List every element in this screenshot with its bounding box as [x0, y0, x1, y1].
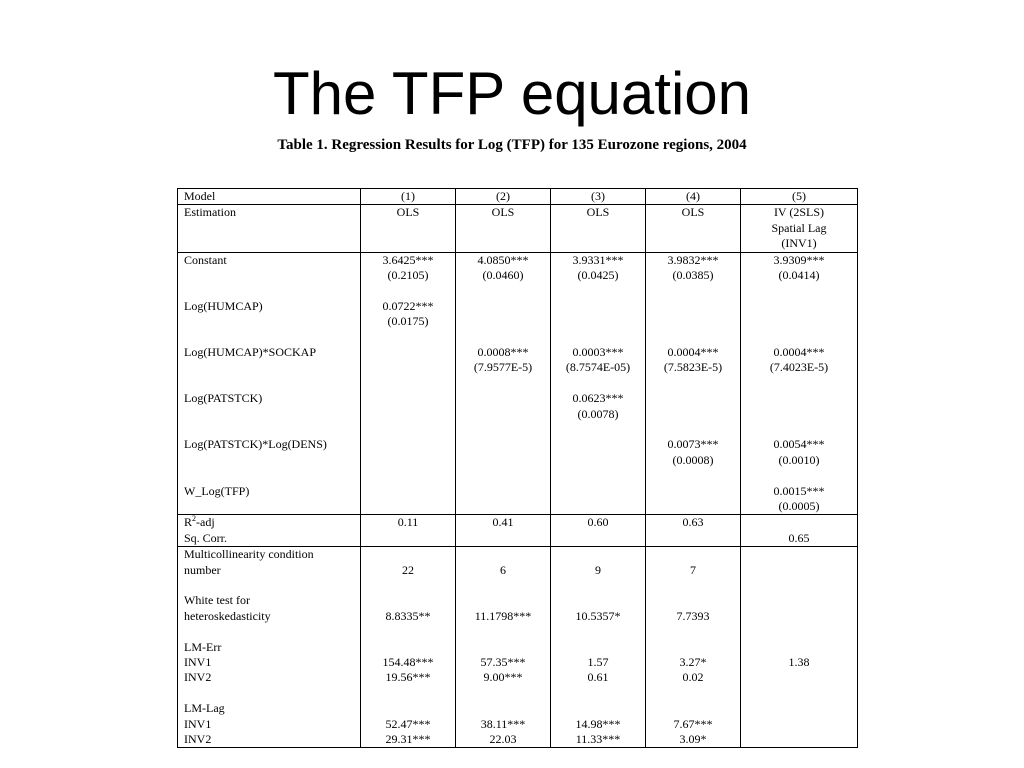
standard-error — [458, 407, 548, 422]
standard-error — [553, 453, 643, 468]
variable-label: W_Log(TFP) — [184, 483, 250, 498]
estimation-cell — [741, 205, 858, 252]
r2-suffix: -adj — [196, 515, 215, 530]
blank-line — [553, 283, 643, 298]
lm-lag-inv1-value: 7.67*** — [673, 716, 713, 731]
r2-value: 0.41 — [492, 515, 514, 530]
sq-corr-value: 0.65 — [788, 530, 810, 545]
fit-cell — [741, 515, 858, 547]
lm-err-inv2-value: 19.56*** — [385, 670, 431, 685]
blank-line — [184, 686, 354, 701]
blank-line — [363, 686, 453, 701]
coefficient-value — [553, 299, 643, 314]
variable-label: Log(PATSTCK) — [184, 391, 263, 406]
condition-number: 6 — [500, 562, 506, 577]
coefficient-value — [458, 391, 548, 406]
lm-err-inv2-value: 0.02 — [682, 670, 704, 685]
blank-line — [553, 578, 643, 593]
lm-lag-inv2-value: 11.33*** — [575, 731, 621, 746]
blank-line — [743, 640, 855, 655]
blank-line — [743, 701, 855, 716]
standard-error — [458, 314, 548, 329]
row-label: Estimation — [184, 205, 236, 220]
coefficient-value: 0.0008*** — [477, 345, 529, 359]
coefficient-value — [553, 437, 643, 452]
lm-lag-inv2-value: 22.03 — [489, 731, 517, 746]
blank-line — [184, 376, 354, 391]
coefficient-value: 3.9832*** — [667, 252, 719, 267]
diag-label: INV2 — [184, 732, 212, 747]
standard-error — [553, 499, 643, 514]
standard-error — [743, 314, 855, 329]
lm-err-inv1-value: 3.27* — [679, 654, 707, 669]
lm-lag-inv1-value: 14.98*** — [575, 716, 621, 731]
diagnostic-cell — [551, 547, 646, 748]
lm-lag-inv2-value — [743, 732, 855, 747]
coefficient-value — [363, 391, 453, 406]
lm-lag-inv1-value: 38.11*** — [480, 716, 526, 731]
diagnostic-cell — [456, 547, 551, 748]
coefficient-value — [363, 484, 453, 499]
coefficient-value — [553, 484, 643, 499]
model-number: (4) — [686, 189, 700, 203]
blank-line — [458, 468, 548, 483]
fit-cell — [646, 515, 741, 547]
blank-line — [184, 499, 354, 514]
blank-line — [743, 593, 855, 608]
white-test-value — [743, 609, 855, 624]
sq-corr-value — [648, 531, 738, 546]
blank-line — [648, 283, 738, 298]
blank-line — [184, 330, 354, 345]
variable-label: Constant — [184, 252, 227, 267]
r2-adj-label — [184, 515, 354, 530]
blank-line — [743, 624, 855, 639]
blank-line — [184, 314, 354, 329]
diag-label: White test for — [184, 593, 250, 608]
diag-label: INV1 — [184, 716, 212, 731]
r2-value: 0.11 — [397, 515, 419, 530]
row-label-cell — [178, 205, 361, 252]
row-label-cell — [178, 252, 361, 515]
standard-error: (7.5823E-5) — [663, 360, 723, 375]
blank-line — [648, 376, 738, 391]
blank-line — [363, 376, 453, 391]
blank-line — [363, 624, 453, 639]
blank-line — [458, 701, 548, 716]
blank-line — [363, 330, 453, 345]
coefficient-value: 0.0004*** — [773, 345, 825, 359]
condition-number: 9 — [595, 562, 601, 577]
estimation-method: Spatial Lag — [771, 220, 827, 235]
standard-error: (7.4023E-5) — [769, 360, 829, 375]
r2-value — [743, 515, 855, 530]
blank-line — [458, 283, 548, 298]
row-label: Model — [184, 189, 216, 203]
standard-error — [458, 499, 548, 514]
coefficients-row — [178, 252, 858, 515]
coefficient-value: 0.0722*** — [382, 298, 434, 313]
estimation-method: OLS — [491, 205, 515, 220]
standard-error — [553, 314, 643, 329]
diagnostic-cell — [361, 547, 456, 748]
condition-number: 22 — [402, 562, 414, 577]
r2-value: 0.63 — [682, 515, 704, 530]
standard-error: (0.0460) — [482, 268, 524, 283]
lm-lag-inv1-value: 52.47*** — [385, 716, 431, 731]
coefficient-value: 4.0850*** — [477, 252, 529, 267]
diagnostic-cell — [741, 547, 858, 748]
blank-line — [363, 468, 453, 483]
header-cell — [741, 189, 858, 205]
table-caption: Table 1. Regression Results for Log (TFP) for 135 Eurozone regions, 2004 — [277, 137, 747, 153]
blank-line — [458, 686, 548, 701]
blank-line — [553, 624, 643, 639]
header-cell — [456, 189, 551, 205]
standard-error: (0.2105) — [387, 268, 429, 283]
slide-title: The TFP equation — [272, 60, 752, 127]
blank-line — [363, 640, 453, 655]
coefficient-value — [458, 437, 548, 452]
blank-line — [458, 330, 548, 345]
standard-error: (0.0078) — [577, 406, 619, 421]
blank-line — [743, 376, 855, 391]
blank-line — [553, 547, 643, 562]
lm-err-inv1-value: 1.57 — [587, 654, 609, 669]
blank-line — [743, 468, 855, 483]
standard-error — [363, 453, 453, 468]
diag-label: number — [184, 562, 221, 577]
variable-label: Log(PATSTCK)*Log(DENS) — [184, 437, 327, 452]
blank-line — [648, 686, 738, 701]
blank-line — [743, 547, 855, 562]
diag-label: LM-Lag — [184, 701, 225, 716]
row-label-cell — [178, 189, 361, 205]
fit-cell — [551, 515, 646, 547]
coefficient-cell — [646, 252, 741, 515]
coefficient-value: 3.9331*** — [572, 252, 624, 267]
coefficient-value: 3.6425*** — [382, 252, 434, 267]
blank-line — [363, 701, 453, 716]
blank-line — [648, 422, 738, 437]
coefficient-value: 0.0623*** — [572, 391, 624, 406]
standard-error: (0.0414) — [778, 268, 820, 283]
blank-line — [363, 578, 453, 593]
white-test-value: 11.1798*** — [474, 608, 532, 623]
standard-error — [743, 407, 855, 422]
lm-err-inv2-value — [743, 670, 855, 685]
blank-line — [648, 640, 738, 655]
blank-line — [184, 624, 354, 639]
model-number: (3) — [591, 189, 605, 203]
lm-err-inv1-value: 1.38 — [788, 654, 810, 669]
diag-label: INV2 — [184, 670, 212, 685]
coefficient-value — [648, 484, 738, 499]
blank-line — [648, 701, 738, 716]
model-number: (2) — [496, 189, 510, 203]
blank-line — [648, 468, 738, 483]
blank-line — [743, 686, 855, 701]
coefficient-value — [458, 484, 548, 499]
blank-line — [553, 686, 643, 701]
estimation-row — [178, 205, 858, 252]
blank-line — [184, 283, 354, 298]
diag-label: Multicollinearity condition — [184, 547, 314, 562]
standard-error: (8.7574E-05) — [565, 360, 631, 375]
estimation-cell — [551, 205, 646, 252]
condition-number — [743, 563, 855, 578]
coefficient-value: 0.0073*** — [667, 437, 719, 452]
header-cell — [361, 189, 456, 205]
blank-line — [458, 640, 548, 655]
coefficient-value: 0.0015*** — [773, 483, 825, 498]
model-number: (1) — [401, 189, 415, 203]
coefficient-value — [458, 299, 548, 314]
blank-line — [553, 422, 643, 437]
r2-superscript: 2 — [192, 514, 197, 524]
blank-line — [458, 578, 548, 593]
diag-label: LM-Err — [184, 639, 222, 654]
coefficient-value — [363, 345, 453, 360]
r2-value: 0.60 — [587, 515, 609, 530]
coefficient-value: 0.0003*** — [572, 345, 624, 359]
coefficient-cell — [361, 252, 456, 515]
variable-label: Log(HUMCAP) — [184, 298, 263, 313]
estimation-method: OLS — [586, 205, 610, 220]
blank-line — [458, 376, 548, 391]
row-label-cell — [178, 515, 361, 547]
lm-err-inv1-value: 57.35*** — [480, 654, 526, 669]
lm-lag-inv2-value: 3.09* — [679, 731, 707, 746]
estimation-method: IV (2SLS) — [773, 205, 825, 220]
coefficient-cell — [741, 252, 858, 515]
sq-corr-label: Sq. Corr. — [184, 530, 228, 545]
standard-error: (0.0008) — [672, 452, 714, 467]
variable-label: Log(HUMCAP)*SOCKAP — [184, 345, 317, 359]
standard-error — [648, 407, 738, 422]
blank-line — [648, 330, 738, 345]
blank-line — [184, 468, 354, 483]
blank-line — [458, 593, 548, 608]
blank-line — [648, 624, 738, 639]
sq-corr-value — [363, 531, 453, 546]
r2-base: R — [184, 515, 193, 530]
estimation-method: (INV1) — [781, 236, 817, 251]
lm-err-inv2-value: 9.00*** — [483, 670, 523, 685]
fit-row — [178, 515, 858, 547]
header-cell — [551, 189, 646, 205]
blank-line — [184, 407, 354, 422]
blank-line — [743, 330, 855, 345]
blank-line — [648, 547, 738, 562]
standard-error — [363, 499, 453, 514]
blank-line — [553, 701, 643, 716]
blank-line — [363, 422, 453, 437]
diag-label: heteroskedasticity — [184, 608, 271, 623]
standard-error: (0.0010) — [778, 452, 820, 467]
blank-line — [184, 360, 354, 375]
diagnostics-row — [178, 547, 858, 748]
blank-line — [553, 640, 643, 655]
header-cell — [646, 189, 741, 205]
coefficient-value: 3.9309*** — [773, 252, 825, 267]
standard-error — [363, 360, 453, 375]
estimation-method: OLS — [396, 205, 420, 220]
blank-line — [743, 422, 855, 437]
lm-lag-inv1-value — [743, 717, 855, 732]
blank-line — [553, 593, 643, 608]
row-label-cell — [178, 547, 361, 748]
lm-err-inv1-value: 154.48*** — [382, 654, 434, 669]
blank-line — [648, 578, 738, 593]
lm-lag-inv2-value: 29.31*** — [385, 731, 431, 746]
estimation-cell — [456, 205, 551, 252]
estimation-cell — [646, 205, 741, 252]
blank-line — [553, 330, 643, 345]
blank-line — [553, 376, 643, 391]
blank-line — [743, 283, 855, 298]
coefficient-value — [363, 437, 453, 452]
blank-line — [363, 547, 453, 562]
standard-error: (0.0425) — [577, 268, 619, 283]
coefficient-value — [743, 391, 855, 406]
fit-cell — [456, 515, 551, 547]
standard-error: (0.0175) — [387, 314, 429, 329]
blank-line — [184, 578, 354, 593]
standard-error — [363, 407, 453, 422]
lm-err-inv2-value: 0.61 — [587, 670, 609, 685]
standard-error: (0.0005) — [778, 498, 820, 513]
white-test-value: 7.7393 — [676, 608, 710, 623]
fit-cell — [361, 515, 456, 547]
condition-number: 7 — [690, 562, 696, 577]
coefficient-cell — [456, 252, 551, 515]
white-test-value: 10.5357* — [575, 608, 621, 623]
coefficient-value — [648, 299, 738, 314]
standard-error — [648, 314, 738, 329]
blank-line — [743, 578, 855, 593]
regression-table — [177, 188, 858, 748]
standard-error: (7.9577E-5) — [473, 360, 533, 375]
sq-corr-value — [553, 531, 643, 546]
blank-line — [363, 593, 453, 608]
coefficient-value: 0.0004*** — [667, 345, 719, 359]
diag-label: INV1 — [184, 655, 212, 670]
standard-error — [648, 499, 738, 514]
blank-line — [458, 547, 548, 562]
blank-line — [458, 624, 548, 639]
blank-line — [648, 593, 738, 608]
blank-line — [184, 268, 354, 283]
blank-line — [184, 453, 354, 468]
standard-error — [458, 453, 548, 468]
estimation-method: OLS — [681, 205, 705, 220]
blank-line — [458, 422, 548, 437]
coefficient-value — [743, 299, 855, 314]
coefficient-value — [648, 391, 738, 406]
table-header-row — [178, 189, 858, 205]
blank-line — [363, 283, 453, 298]
diagnostic-cell — [646, 547, 741, 748]
model-number: (5) — [792, 189, 806, 203]
coefficient-value: 0.0054*** — [773, 437, 825, 452]
white-test-value: 8.8335** — [385, 608, 431, 623]
sq-corr-value — [458, 531, 548, 546]
blank-line — [184, 422, 354, 437]
estimation-cell — [361, 205, 456, 252]
standard-error: (0.0385) — [672, 268, 714, 283]
blank-line — [553, 468, 643, 483]
coefficient-cell — [551, 252, 646, 515]
